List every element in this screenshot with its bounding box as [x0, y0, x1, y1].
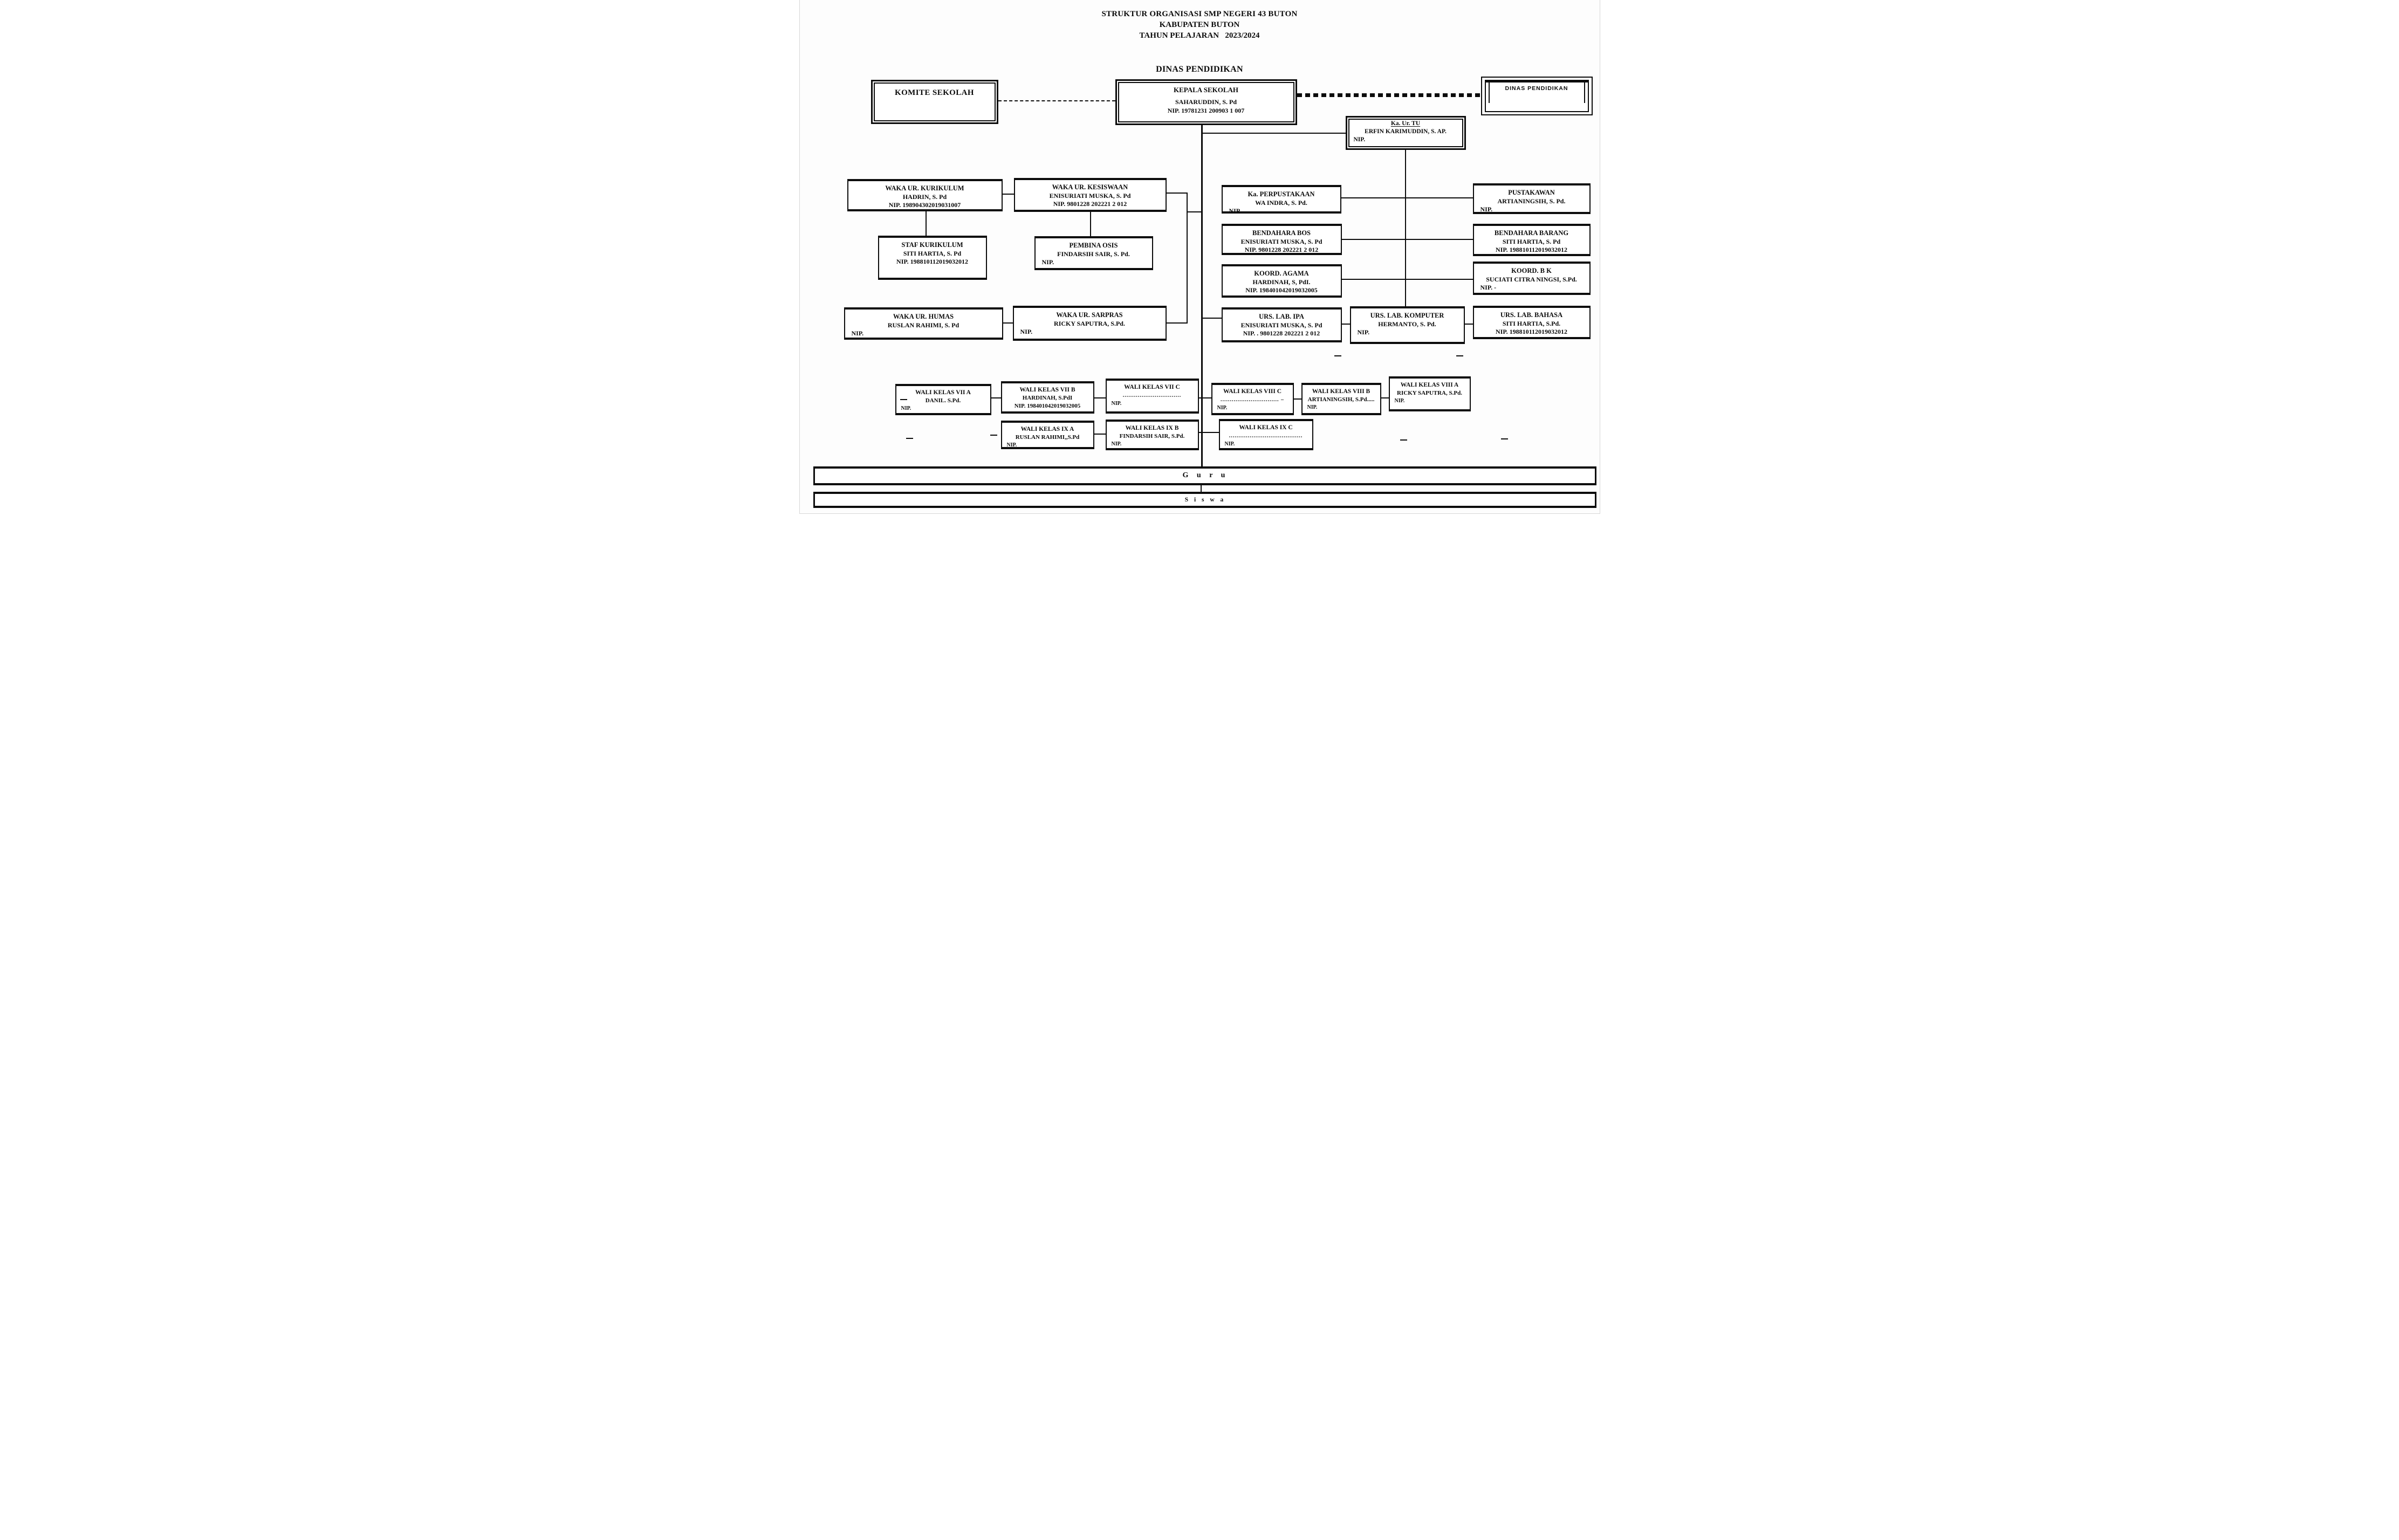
- connector-wali7a-7b: [991, 397, 1001, 398]
- dash-mark: [1400, 439, 1407, 441]
- title-line-1: STRUKTUR ORGANISASI SMP NEGERI 43 BUTON: [1101, 10, 1298, 18]
- box-line: NIP.: [851, 329, 864, 338]
- box-line: WALI KELAS VII A: [915, 389, 971, 396]
- box-line: ............................... –: [1221, 397, 1284, 403]
- box-line: KOORD. B K: [1511, 267, 1552, 274]
- box-waka-ur-humas: [844, 307, 1003, 340]
- connector-kurikulum-kesiswaan: [1003, 194, 1014, 195]
- connector-kurikulum-staf: [926, 211, 927, 236]
- connector-kepala-dinas-dotted: [1297, 93, 1481, 97]
- box-line: BENDAHARA BOS: [1252, 229, 1311, 237]
- box-koord-bk: [1473, 262, 1591, 295]
- box-kepala-sekolah: [1115, 79, 1297, 125]
- connector-wali8b-8a: [1381, 397, 1389, 398]
- box-line: WALI KELAS VIII A: [1400, 382, 1459, 388]
- box-line: DANIL. S.Pd.: [925, 397, 961, 404]
- box-line: Ka. Ur. TU: [1390, 120, 1421, 127]
- box-wali-kelas-8a: [1389, 376, 1471, 411]
- box-line: HARDINAH, S.PdI: [1022, 395, 1073, 402]
- dash-mark: [990, 435, 997, 436]
- box-line: URS. LAB. BAHASA: [1500, 311, 1563, 319]
- dash-mark: [906, 438, 913, 439]
- box-line: Ka. PERPUSTAKAAN: [1248, 190, 1315, 198]
- title-line-2: KABUPATEN BUTON: [1159, 20, 1240, 29]
- connector-wali9a-9b: [1094, 434, 1106, 435]
- box-koord-agama: [1222, 264, 1342, 298]
- box-komite-sekolah: [871, 80, 998, 124]
- connector-central-ipa: [1201, 318, 1222, 319]
- box-line: .......................................: [1229, 433, 1303, 439]
- connector-komite-kepala-dashed: [998, 100, 1115, 101]
- box-line: ...............................: [1122, 393, 1182, 399]
- box-line: NIP. 19781231 200903 1 007: [1167, 106, 1245, 114]
- box-line: NIP.: [1111, 401, 1122, 407]
- box-line: ERFIN KARIMUDDIN, S. AP.: [1365, 128, 1447, 135]
- box-line: SAHARUDDIN, S. Pd: [1175, 98, 1237, 106]
- box-line: WALI KELAS VII B: [1019, 387, 1075, 393]
- box-line: NIP.: [1353, 136, 1366, 143]
- box-line: STAF KURIKULUM: [901, 241, 963, 249]
- box-line: NIP. 198401042019032005: [1014, 402, 1081, 409]
- box-line: RUSLAN RAHIMI, S. Pd: [887, 321, 959, 329]
- box-line: WAKA UR. SARPRAS: [1056, 311, 1123, 319]
- box-line: WA INDRA, S. Pd.: [1255, 198, 1307, 207]
- box-line: RUSLAN RAHIMI,,S.Pd: [1015, 434, 1080, 441]
- connector-central-vertical: [1201, 125, 1203, 466]
- box-line: NIP. 198810112019032012: [1496, 328, 1567, 336]
- box-line: NIP. 198810112019032012: [1496, 246, 1567, 254]
- box-line: ARTIANINGSIH, S. Pd.: [1497, 197, 1566, 205]
- box-line: NIP.: [1217, 405, 1228, 411]
- box-line: WALI KELAS VIII B: [1312, 388, 1370, 395]
- box-line: URS. LAB. KOMPUTER: [1370, 312, 1444, 319]
- dinas-pendidikan-heading: DINAS PENDIDIKAN: [1156, 65, 1243, 74]
- box-staf-kurikulum: [878, 236, 987, 280]
- box-line: NIP.: [1394, 397, 1405, 404]
- connector-mid-central: [1187, 211, 1201, 212]
- box-urs-lab-ipa: [1222, 307, 1342, 342]
- dash-mark: [1501, 438, 1508, 439]
- box-urs-lab-bahasa: [1473, 306, 1591, 339]
- dinas-pendidikan-inner-frame: [1485, 80, 1589, 112]
- box-line: G u r u: [1182, 471, 1227, 479]
- connector-kesiswaan-osis: [1090, 212, 1091, 236]
- box-line: FINDARSIH SAIR, S.Pd.: [1119, 433, 1185, 440]
- box-line: NIP. 9801228 202221 2 012: [1053, 200, 1127, 208]
- connector-wali8c-8b: [1294, 398, 1301, 400]
- box-wali-kelas-9b: [1106, 420, 1199, 450]
- box-line: RICKY SAPUTRA, S.Pd.: [1397, 390, 1462, 397]
- guru-bar: [813, 466, 1596, 485]
- box-bendahara-bos: [1222, 224, 1342, 255]
- box-line: NIP.: [1006, 442, 1017, 448]
- connector-wali7c-8c: [1199, 397, 1211, 398]
- box-line: NIP. 198401042019032005: [1245, 286, 1318, 294]
- title-line-3: TAHUN PELAJARAN 2023/2024: [1139, 31, 1260, 40]
- dash-mark: [1334, 355, 1341, 356]
- box-line: NIP.: [1111, 441, 1122, 447]
- connector-wali7b-7c: [1094, 397, 1106, 398]
- box-line: NIP.: [1307, 404, 1318, 410]
- box-wali-kelas-8b: [1301, 383, 1381, 415]
- box-wali-kelas-8c: [1211, 383, 1294, 415]
- box-line: KEPALA SEKOLAH: [1173, 86, 1239, 94]
- connector-kesiswaan-stub: [1167, 192, 1187, 194]
- connector-kaurtu-down: [1405, 150, 1406, 306]
- box-line: NIP.: [1480, 205, 1493, 214]
- box-urs-lab-komputer: [1350, 306, 1465, 344]
- dinas-pendidikan-label: DINAS PENDIDIKAN: [1505, 85, 1568, 92]
- box-line: WALI KELAS IX B: [1125, 425, 1179, 431]
- box-line: ARTIANINGSIH, S.Pd.....: [1307, 396, 1375, 403]
- box-line: SITI HARTIA, S. Pd: [1502, 237, 1561, 245]
- box-line: NIP.: [901, 405, 911, 411]
- box-line: KOMITE SEKOLAH: [895, 88, 974, 97]
- box-wali-kelas-9c: [1219, 419, 1313, 450]
- connector-central-kaurtu: [1201, 133, 1346, 134]
- box-wali-kelas-9a: [1001, 421, 1094, 449]
- box-line: NIP. . 9801228 202221 2 012: [1243, 329, 1320, 338]
- box-line: KOORD. AGAMA: [1254, 270, 1309, 277]
- connector-komputer-bahasa: [1465, 324, 1473, 325]
- siswa-bar: [813, 492, 1596, 508]
- box-line: NIP.: [1229, 207, 1242, 215]
- box-line: HARDINAH, S, PdI.: [1252, 278, 1311, 286]
- connector-wali9b-9c: [1199, 432, 1219, 433]
- box-line: NIP. 198810112019032012: [896, 258, 968, 266]
- dash-mark: [1456, 355, 1463, 356]
- connector-perpustakaan-pustakawan: [1341, 197, 1473, 198]
- box-line: WALI KELAS VIII C: [1223, 388, 1282, 395]
- connector-bos-barang: [1342, 239, 1473, 240]
- box-wali-kelas-7b: [1001, 381, 1094, 414]
- connector-agama-bk: [1342, 279, 1473, 280]
- box-waka-ur-kurikulum: [847, 179, 1003, 211]
- org-chart-page: [800, 0, 1600, 513]
- box-line: WAKA UR. KESISWAAN: [1052, 183, 1128, 191]
- box-line: NIP.: [1357, 328, 1370, 336]
- box-waka-ur-sarpras: [1013, 306, 1167, 341]
- box-line: NIP.: [1041, 258, 1054, 266]
- box-bendahara-barang: [1473, 224, 1591, 256]
- box-line: SITI HARTIA, S.Pd.: [1502, 319, 1561, 327]
- page-title: [800, 10, 1600, 40]
- box-line: NIP. 9801228 202221 2 012: [1244, 246, 1319, 254]
- box-wali-kelas-7c: [1106, 379, 1199, 414]
- box-line: RICKY SAPUTRA, S.Pd.: [1054, 319, 1125, 327]
- box-line: SUCIATI CITRA NINGSI, S.Pd.: [1486, 275, 1577, 283]
- box-line: NIP. 198904302019031007: [888, 201, 961, 209]
- box-line: PEMBINA OSIS: [1069, 242, 1118, 249]
- box-line: FINDARSIH SAIR, S. Pd.: [1057, 250, 1130, 258]
- box-line: PUSTAKAWAN: [1508, 189, 1555, 196]
- box-pembina-osis: [1034, 236, 1153, 270]
- box-line: ENISURIATI MUSKA, S. Pd: [1240, 321, 1322, 329]
- box-line: BENDAHARA BARANG: [1494, 229, 1569, 237]
- box-ka-perpustakaan: [1222, 185, 1341, 214]
- box-line: ENISURIATI MUSKA, S. Pd: [1049, 191, 1131, 200]
- box-dinas-pendidikan: [1481, 77, 1593, 115]
- box-line: HERMANTO, S. Pd.: [1378, 320, 1436, 328]
- box-line: S i s w a: [1184, 497, 1225, 503]
- box-pustakawan: [1473, 183, 1591, 214]
- connector-sarpras-stub: [1167, 322, 1187, 324]
- box-line: WALI KELAS IX A: [1020, 426, 1074, 432]
- box-line: WAKA UR. KURIKULUM: [885, 184, 964, 192]
- box-wali-kelas-7a: [895, 384, 991, 415]
- connector-guru-siswa: [1201, 485, 1202, 492]
- box-line: URS. LAB. IPA: [1259, 313, 1304, 320]
- box-ka-ur-tu: [1346, 116, 1466, 150]
- box-line: WALI KELAS IX C: [1239, 424, 1293, 431]
- box-line: NIP.: [1020, 328, 1033, 336]
- connector-ipa-komputer: [1342, 324, 1350, 325]
- box-line: ENISURIATI MUSKA, S. Pd: [1240, 237, 1322, 245]
- box-line: WALI KELAS VII C: [1124, 384, 1180, 390]
- box-waka-ur-kesiswaan: [1014, 178, 1167, 212]
- box-line: WAKA UR. HUMAS: [893, 313, 954, 320]
- box-line: NIP.: [1224, 441, 1235, 448]
- box-line: NIP. -: [1480, 284, 1497, 292]
- box-line: SITI HARTIA, S. Pd: [903, 249, 962, 257]
- dash-mark: [900, 399, 907, 400]
- box-line: HADRIN, S. Pd: [902, 192, 947, 201]
- connector-humas-sarpras: [1003, 322, 1013, 324]
